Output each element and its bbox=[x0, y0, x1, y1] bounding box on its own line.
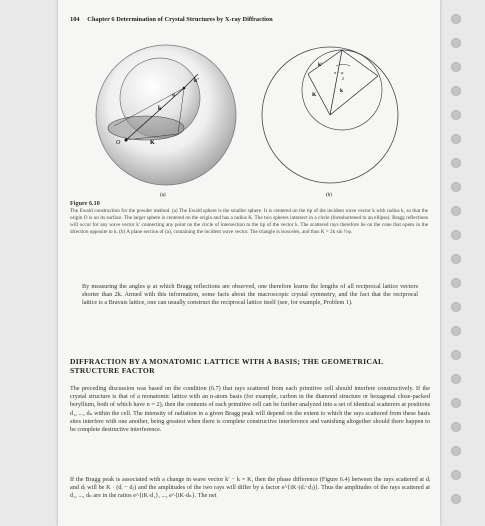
panel-a bbox=[96, 45, 236, 198]
label-half-pi-minus-phi: π − φ bbox=[334, 70, 344, 75]
figure-label: Figure 6.10 bbox=[70, 200, 100, 207]
binder-hole bbox=[451, 326, 461, 336]
label-k-b: k bbox=[340, 88, 344, 94]
binder-hole bbox=[451, 62, 461, 72]
label-k-prime-b: k′ bbox=[318, 62, 323, 68]
running-title: Chapter 6 Determination of Crystal Structures by X-ray Diffraction bbox=[87, 16, 273, 23]
label-O: O bbox=[116, 140, 121, 146]
book-page bbox=[58, 0, 440, 526]
binder-hole bbox=[451, 470, 461, 480]
binder-hole bbox=[451, 182, 461, 192]
binder-hole bbox=[451, 446, 461, 456]
binder-hole bbox=[451, 158, 461, 168]
binder-hole bbox=[451, 494, 461, 504]
K-vector-b2 bbox=[330, 76, 378, 115]
ewald-figure bbox=[68, 40, 428, 200]
binder-hole bbox=[451, 38, 461, 48]
panel-b bbox=[262, 47, 398, 198]
binder-hole bbox=[451, 374, 461, 384]
binder-hole bbox=[451, 206, 461, 216]
panel-b-label: (b) bbox=[326, 193, 332, 198]
label-k-prime: k′ bbox=[194, 78, 200, 84]
binder-hole bbox=[451, 422, 461, 432]
binder-hole bbox=[451, 134, 461, 144]
label-K-b: K bbox=[312, 92, 317, 98]
binder-holes bbox=[448, 0, 468, 526]
paragraph-1: By measuring the angles φ at which Bragg reflections are observed, one therefore learns the lengths of all reciprocal lattice vectors shorter than 2k. Armed with this information, some facts about the macroscopic crystal symmetry, and the fact that the reciprocal lattice is a Bravais lattice, one can usually construct the reciprocal lattice itself (see, for example, Problem 1). bbox=[82, 283, 418, 307]
figure-caption: The Ewald construction for the powder method. (a) The Ewald sphere is the smaller sphere. It is centered on the tip of the incident wave vector k with radius k, so that the origin O is on its surface. The larger sphere is centered on the origin and has a radius K. The two spheres intersect in a circle (foreshortened to an ellipse). Bragg reflections will occur for any wave vector k′ connecting any point on the circle of intersection to the tip of the vector k. The scattered rays therefore lie on the cone that opens in the direction opposite to k. (b) A plane section of (a), containing the incident wave vector. The triangle is isosceles, and thus K = 2k sin ½φ. bbox=[70, 208, 428, 236]
binder-hole bbox=[451, 302, 461, 312]
label-phi: φ bbox=[172, 92, 176, 98]
label-k: k bbox=[158, 106, 162, 112]
panel-a-label: (a) bbox=[160, 193, 166, 198]
label-K: K bbox=[150, 140, 155, 146]
tip-point bbox=[183, 87, 186, 90]
label-two: 2 bbox=[342, 76, 344, 81]
binder-hole bbox=[451, 278, 461, 288]
binder-hole bbox=[451, 398, 461, 408]
intersection-ellipse bbox=[108, 116, 184, 140]
binder-hole bbox=[451, 14, 461, 24]
k-vector-b bbox=[330, 50, 342, 115]
binder-hole bbox=[451, 230, 461, 240]
binder-hole bbox=[451, 254, 461, 264]
binder-hole bbox=[451, 110, 461, 120]
angle-arc bbox=[336, 64, 350, 66]
page-number: 104 bbox=[70, 16, 80, 23]
paragraph-3: If the Bragg peak is associated with a change in wave vector k′ − k = K, then the phase difference (Figure 6.4) between the rays scattered at dᵢ and dⱼ will be K · (dᵢ − dⱼ) and the amplitudes of the two rays will differ by a factor e^{iK·(dᵢ−dⱼ)}. Thus the amplitudes of the rays scattered at d₁, ..., dₙ are in the ratios e^{iK·d₁}, ..., e^{iK·dₙ}. The net bbox=[70, 476, 430, 500]
binder-hole bbox=[451, 86, 461, 96]
paragraph-2: The preceding discussion was based on the condition (6.7) that rays scattered from each primitive cell should interfere constructively. If the crystal structure is that of a monatomic lattice with an n-atom basis (for example, carbon in the diamond structure or hexagonal close-packed beryllium, both of which have n = 2), then the contents of each primitive cell can be further analyzed into a set of identical scatterers at positions d₁, ..., dₙ within the cell. The intensity of radiation in a given Bragg peak will depend on the extent to which the rays scattered from these basis sites interfere with one another, being greatest when there is complete constructive interference and vanishing altogether should there happen to be complete destructive interference. bbox=[70, 385, 430, 434]
running-head bbox=[70, 16, 273, 23]
section-title: DIFFRACTION BY A MONATOMIC LATTICE WITH A BASIS; THE GEOMETRICAL STRUCTURE FACTOR bbox=[70, 357, 383, 375]
origin-point bbox=[125, 139, 128, 142]
binder-hole bbox=[451, 350, 461, 360]
